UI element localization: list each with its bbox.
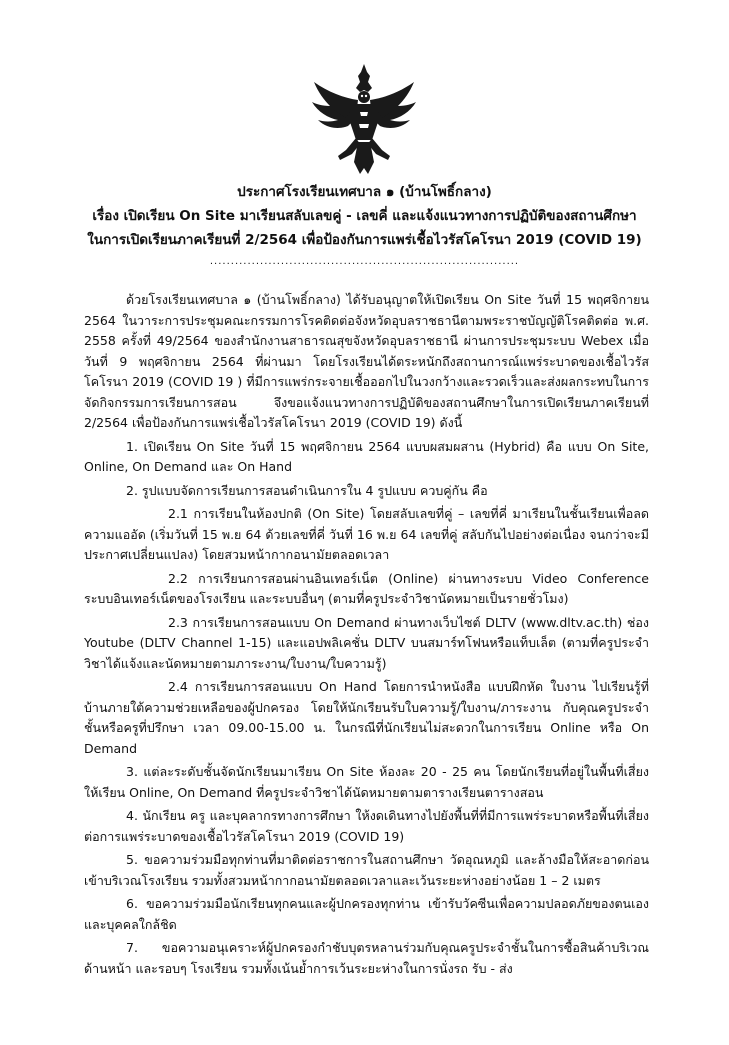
item-2-4: 2.4 การเรียนการสอนแบบ On Hand โดยการนำหนังสือ แบบฝึกหัด ใบงาน ไปเรียนรู้ที่บ้านภายใต้ความช่วยเหลือของผู้ปกครอง โดยให้นักเรียนรับใบความรู้/ใบงาน/ภาระงาน กับคุณครูประจำชั้นหรือครูที่ปรึกษา เวลา 09.00-15.00 น. ในกรณีที่นักเรียนไม่สะดวกในการเรียน Online หรือ On Demand	[84, 679, 649, 756]
announcement-body	[84, 290, 649, 982]
title-separator: ..........................................................................	[209, 256, 520, 267]
garuda-emblem-icon	[310, 62, 418, 177]
item-3: 3. แต่ละระดับชั้นจัดนักเรียนมาเรียน On Site ห้องละ 20 - 25 คน โดยนักเรียนที่อยู่ในพื้นที่เสี่ยงให้เรียน Online, On Demand ที่ครูประจำวิชาได้นัดหมายตามตารางเรียนตารางสอน	[84, 764, 649, 800]
subject-line-2: ในการเปิดเรียนภาคเรียนที่ 2/2564 เพื่อป้องกันการแพร่เชื้อไวรัสโคโรนา 2019 (COVID 19)	[87, 232, 642, 248]
subject-line-1: เรื่อง เปิดเรียน On Site มาเรียนสลับเลขคู่ - เลขคี่ และแจ้งแนวทางการปฏิบัติของสถานศึกษา	[92, 208, 637, 224]
item-2-1: 2.1 การเรียนในห้องปกติ (On Site) โดยสลับเลขที่คู่ – เลขที่คี่ มาเรียนในชั้นเรียนเพื่อลดความแออัด (เริ่มวันที่ 15 พ.ย 64 ด้วยเลขที่คี่ วันที่ 16 พ.ย 64 เลขที่คู่ สลับกันไปอย่างต่อเนื่อง จนกว่าจะมีประกาศเปลี่ยนแปลง) โดยสวมหน้ากากอนามัยตลอดเวลา	[84, 506, 649, 562]
item-2: 2. รูปแบบจัดการเรียนการสอนดำเนินการใน 4 รูปแบบ ควบคู่กัน คือ	[126, 482, 488, 498]
announcement-header	[60, 180, 669, 270]
item-6: 6. ขอความร่วมมือนักเรียนทุกคนและผู้ปกครองทุกท่าน เข้ารับวัคซีนเพื่อความปลอดภัยของตนเองและบุคคลใกล้ชิด	[84, 896, 649, 932]
announcement-title: ประกาศโรงเรียนเทศบาล ๑ (บ้านโพธิ์กลาง)	[237, 184, 492, 200]
item-7: 7. ขอความอนุเคราะห์ผู้ปกครองกำชับบุตรหลานร่วมกับคุณครูประจำชั้นในการซื้อสินค้าบริเวณด้านหน้า และรอบๆ โรงเรียน รวมทั้งเน้นย้ำการเว้นระยะห่างในการนั่งรถ รับ - ส่ง	[84, 940, 649, 976]
item-5: 5. ขอความร่วมมือทุกท่านที่มาติดต่อราชการในสถานศึกษา วัดอุณหภูมิ และล้างมือให้สะอาดก่อนเข้าบริเวณโรงเรียน รวมทั้งสวมหน้ากากอนามัยตลอดเวลาและเว้นระยะห่างอย่างน้อย 1 – 2 เมตร	[84, 852, 649, 888]
item-2-3: 2.3 การเรียนการสอนแบบ On Demand ผ่านทางเว็บไซต์ DLTV (www.dltv.ac.th) ช่อง Youtube (DLTV Channel 1-15) และแอปพลิเคชั่น DLTV บนสมาร์ทโฟนหรือแท็บเล็ต (ตามที่ครูประจำวิชาได้แจ้งและนัดหมายตามภาระงาน/ใบงาน/ใบความรู้)	[84, 614, 649, 671]
intro-paragraph: ด้วยโรงเรียนเทศบาล ๑ (บ้านโพธิ์กลาง) ได้รับอนุญาตให้เปิดเรียน On Site วันที่ 15 พฤศจิกายน 2564 ในวาระการประชุมคณะกรรมการโรคติดต่อจังหวัดอุบลราชธานีตามพระราชบัญญัติโรคติดต่อ พ.ศ. 2558 ครั้งที่ 49/2564 ของสำนักงานสาธารณสุขจังหวัดอุบลราชธานี ผ่านการประชุมระบบ Webex เมื่อวันที่ 9 พฤศจิกายน 2564 ที่ผ่านมา โดยโรงเรียนได้ตระหนักถึงสถานการณ์แพร่ระบาดของเชื้อไวรัสโคโรนา 2019 (COVID 19 ) ที่มีการแพร่กระจายเชื้อออกไปในวงกว้างและรวดเร็วและส่งผลกระทบในการจัดกิจกรรมการเรียนการสอน จึงขอแจ้งแนวทางการปฏิบัติของสถานศึกษาในการเปิดเรียนภาคเรียนที่ 2/2564 เพื่อป้องกันการแพร่เชื้อไวรัสโคโรนา 2019 (COVID 19) ดังนี้	[84, 292, 649, 430]
item-4: 4. นักเรียน ครู และบุคลากรทางการศึกษา ให้งดเดินทางไปยังพื้นที่ที่มีการแพร่ระบาดหรือพื้นที่เสี่ยงต่อการแพร่ระบาดของเชื้อไวรัสโคโรนา 2019 (COVID 19)	[84, 808, 649, 844]
item-1: 1. เปิดเรียน On Site วันที่ 15 พฤศจิกายน 2564 แบบผสมผสาน (Hybrid) คือ แบบ On Site, Online, On Demand และ On Hand	[84, 438, 649, 474]
item-2-2: 2.2 การเรียนการสอนผ่านอินเทอร์เน็ต (Online) ผ่านทางระบบ Video Conference ระบบอินเทอร์เน็ตของโรงเรียน และระบบอื่นๆ (ตามที่ครูประจำวิชานัดหมายเป็นรายชั่วโมง)	[84, 570, 649, 606]
